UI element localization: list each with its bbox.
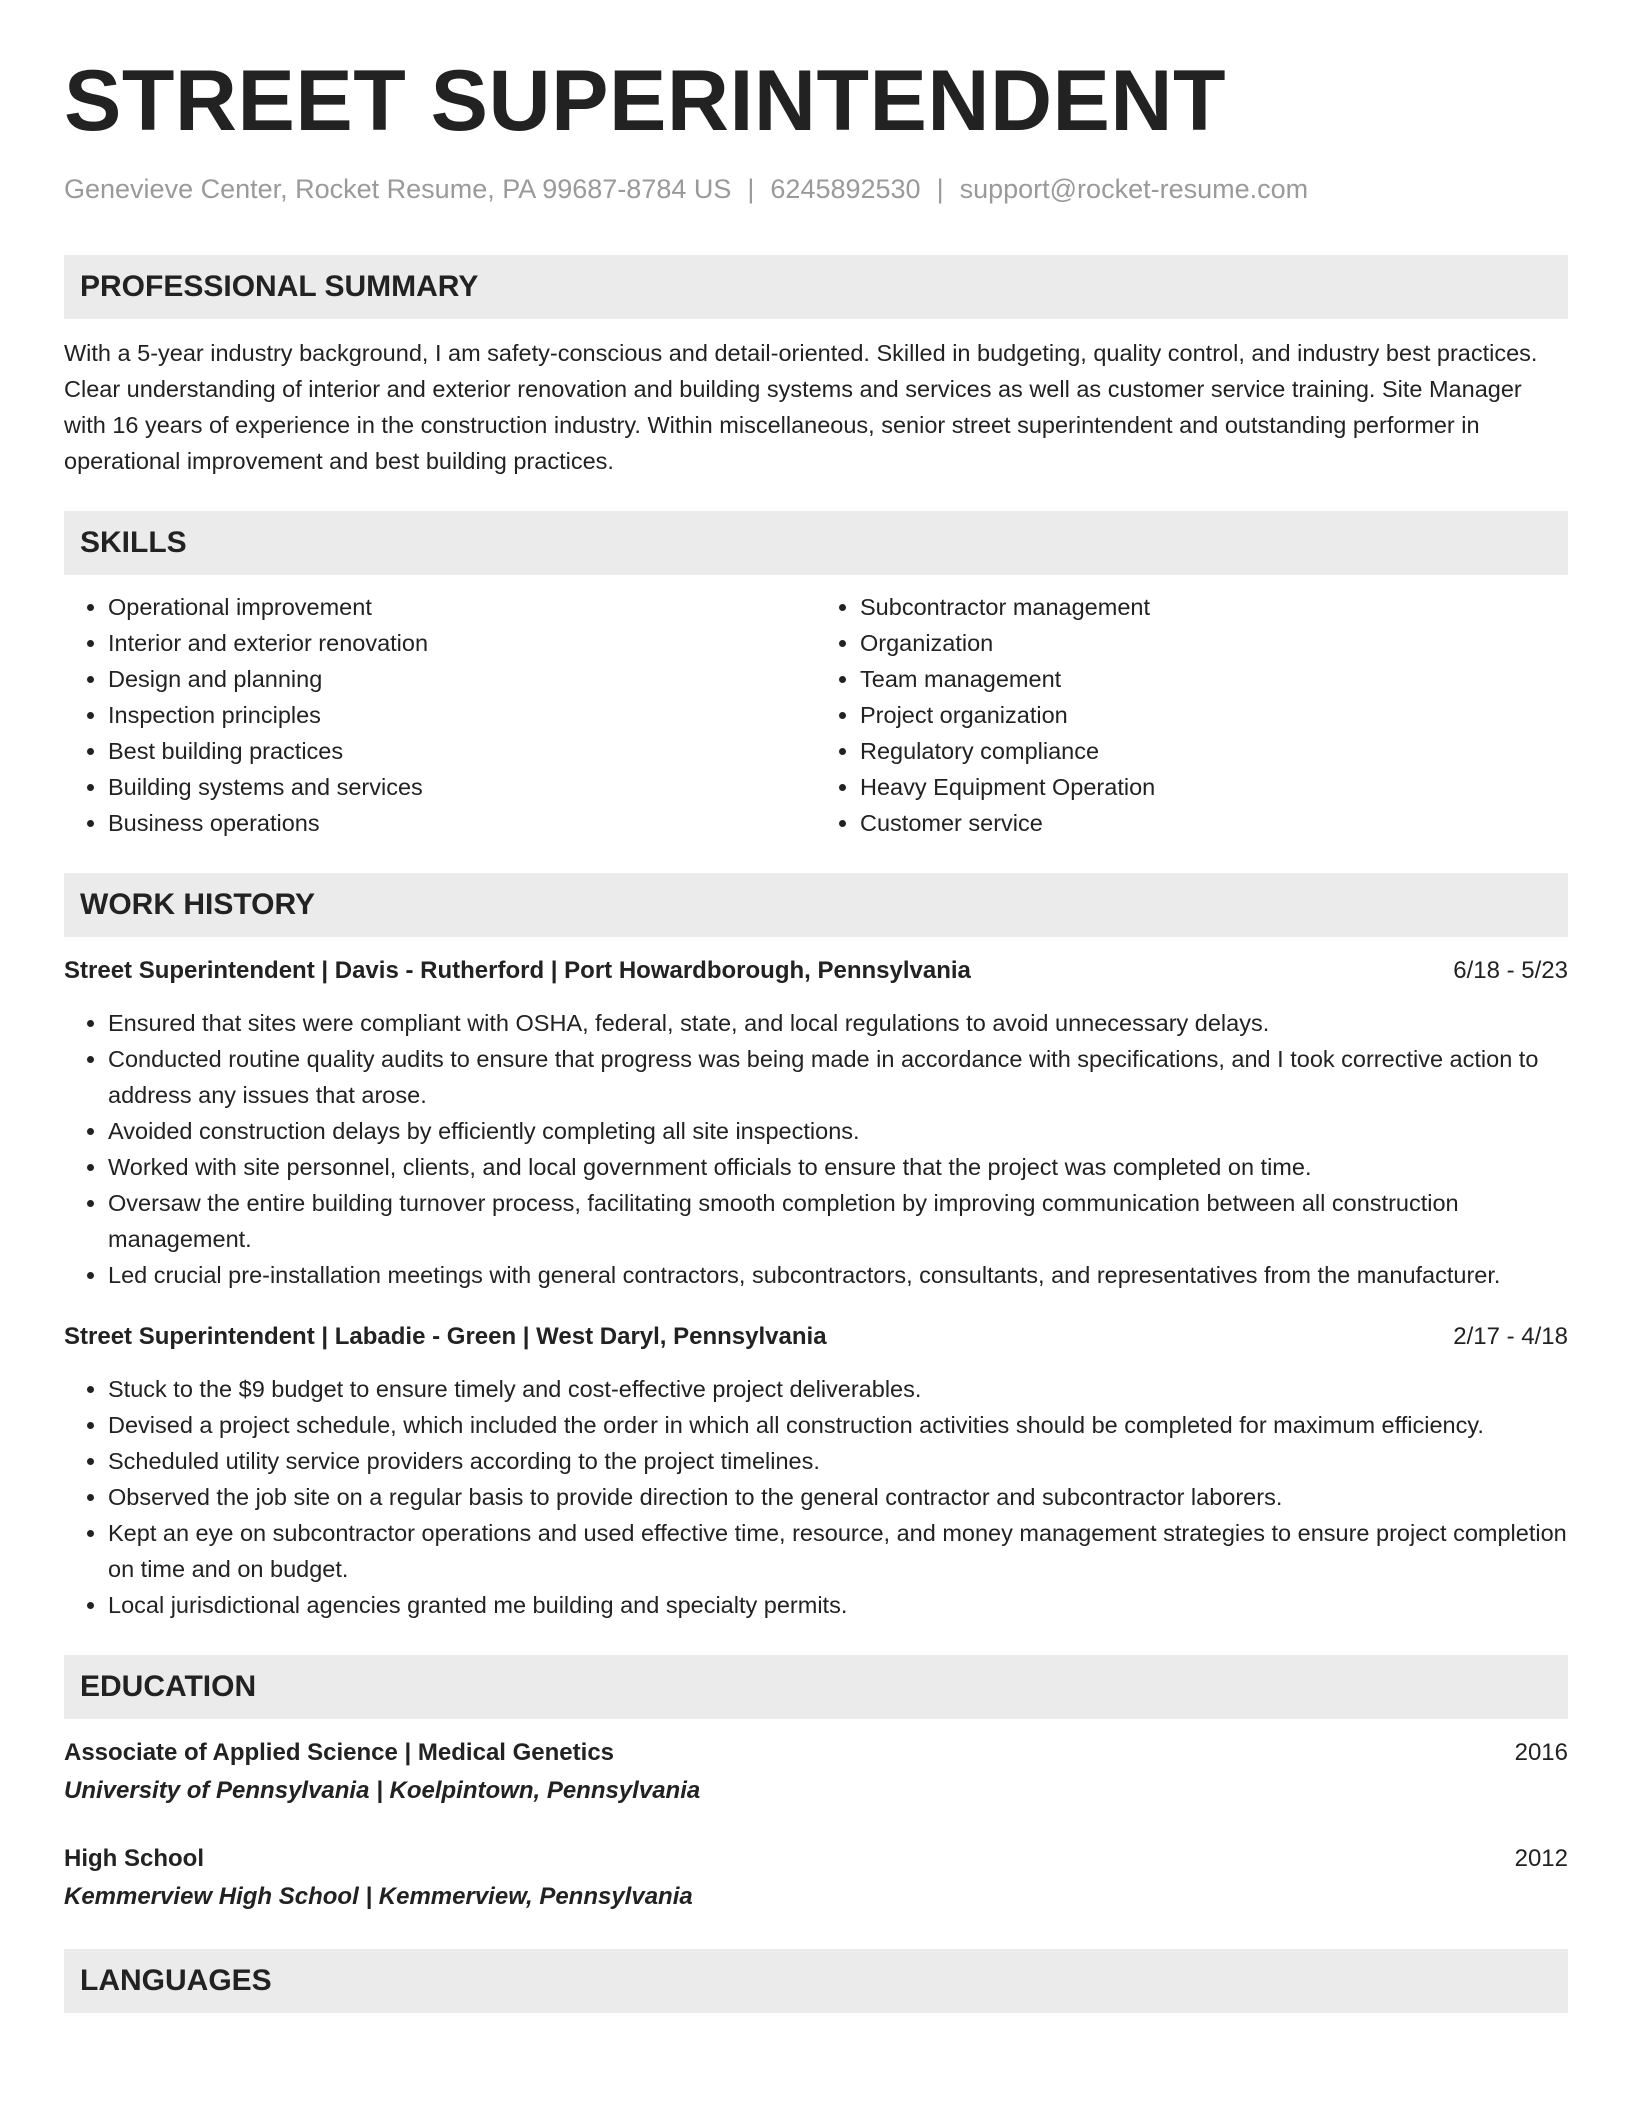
- skills-column-right: [816, 589, 1568, 841]
- work-history-heading: WORK HISTORY: [64, 873, 1568, 937]
- contact-address: Genevieve Center, Rocket Resume, PA 99687-8784 US: [64, 174, 732, 204]
- job-bullet: • Led crucial pre-installation meetings with general contractors, subcontractors, consultants, and representatives from the manufacturer.: [108, 1257, 1568, 1293]
- contact-phone: 6245892530: [770, 174, 921, 204]
- contact-email: support@rocket-resume.com: [959, 174, 1309, 204]
- education-year: 2012: [1514, 1845, 1568, 1872]
- education-year: 2016: [1514, 1739, 1568, 1766]
- job-bullet: • Observed the job site on a regular basis to provide direction to the general contractor and subcontractor laborers.: [108, 1479, 1568, 1515]
- job-bullet: • Local jurisdictional agencies granted me building and specialty permits.: [108, 1587, 1568, 1623]
- job-bullet: • Oversaw the entire building turnover process, facilitating smooth completion by improving communication between all construction management.: [108, 1185, 1568, 1257]
- job-bullet: • Stuck to the $9 budget to ensure timely and cost-effective project deliverables.: [108, 1371, 1568, 1407]
- job-header: [64, 953, 1568, 989]
- skills-section: [64, 511, 1568, 841]
- job-bullets: [64, 1371, 1568, 1623]
- contact-line: [64, 174, 1568, 205]
- summary-heading: PROFESSIONAL SUMMARY: [64, 255, 1568, 319]
- skills-list-right: [816, 589, 1568, 841]
- skill-item: • Heavy Equipment Operation: [860, 769, 1568, 805]
- languages-section: [64, 1949, 1568, 2013]
- job-title: Street Superintendent | Labadie - Green | West Daryl, Pennsylvania: [64, 1323, 827, 1350]
- skill-item: • Organization: [860, 625, 1568, 661]
- skill-item: • Subcontractor management: [860, 589, 1568, 625]
- job-bullet: • Devised a project schedule, which included the order in which all construction activities should be completed for maximum efficiency.: [108, 1407, 1568, 1443]
- skills-list-left: [64, 589, 816, 841]
- education-heading: EDUCATION: [64, 1655, 1568, 1719]
- job-bullet: • Worked with site personnel, clients, and local government officials to ensure that the project was completed on time.: [108, 1149, 1568, 1185]
- job-entry: [64, 953, 1568, 1293]
- job-dates: 2/17 - 4/18: [1453, 1323, 1568, 1350]
- job-bullet: • Ensured that sites were compliant with OSHA, federal, state, and local regulations to avoid unnecessary delays.: [108, 1005, 1568, 1041]
- summary-text: With a 5-year industry background, I am safety-conscious and detail-oriented. Skilled in budgeting, quality control, and industry best practices. Clear understanding of interior and exterior renovation and building systems and services as well as customer service training. Site Manager with 16 years of experience in the construction industry. Within miscellaneous, senior street superintendent and outstanding performer in operational improvement and best building practices.: [64, 340, 1538, 474]
- skill-item: • Customer service: [860, 805, 1568, 841]
- resume-name: STREET SUPERINTENDENT: [64, 53, 1227, 149]
- work-history-section: [64, 873, 1568, 1623]
- education-header: [64, 1841, 1568, 1877]
- skill-item: • Best building practices: [108, 733, 816, 769]
- skills-grid: [64, 589, 1568, 841]
- contact-separator: |: [747, 174, 755, 204]
- job-bullet: • Scheduled utility service providers according to the project timelines.: [108, 1443, 1568, 1479]
- education-entry: [64, 1735, 1568, 1811]
- skill-item: • Inspection principles: [108, 697, 816, 733]
- skills-column-left: [64, 589, 816, 841]
- job-bullets: [64, 1005, 1568, 1293]
- summary-section: [64, 255, 1568, 479]
- skill-item: • Regulatory compliance: [860, 733, 1568, 769]
- skill-item: • Design and planning: [108, 661, 816, 697]
- skills-heading: SKILLS: [64, 511, 1568, 575]
- education-school: Kemmerview High School | Kemmerview, Pennsylvania: [64, 1883, 693, 1910]
- job-bullet: • Conducted routine quality audits to ensure that progress was being made in accordance with specifications, and I took corrective action to address any issues that arose.: [108, 1041, 1568, 1113]
- skill-item: • Interior and exterior renovation: [108, 625, 816, 661]
- job-header: [64, 1319, 1568, 1355]
- job-dates: 6/18 - 5/23: [1453, 957, 1568, 984]
- skill-item: • Business operations: [108, 805, 816, 841]
- skill-item: • Project organization: [860, 697, 1568, 733]
- education-header: [64, 1735, 1568, 1771]
- languages-heading: LANGUAGES: [64, 1949, 1568, 2013]
- skill-item: • Operational improvement: [108, 589, 816, 625]
- education-section: [64, 1655, 1568, 1917]
- education-degree: Associate of Applied Science | Medical Genetics: [64, 1739, 615, 1766]
- education-school: University of Pennsylvania | Koelpintown, Pennsylvania: [64, 1777, 701, 1804]
- job-title: Street Superintendent | Davis - Rutherford | Port Howardborough, Pennsylvania: [64, 957, 971, 984]
- job-bullet: • Avoided construction delays by efficiently completing all site inspections.: [108, 1113, 1568, 1149]
- job-bullet: • Kept an eye on subcontractor operations and used effective time, resource, and money management strategies to ensure project completion on time and on budget.: [108, 1515, 1568, 1587]
- contact-separator: |: [936, 174, 944, 204]
- education-degree: High School: [64, 1845, 204, 1872]
- skill-item: • Building systems and services: [108, 769, 816, 805]
- education-entry: [64, 1841, 1568, 1917]
- job-entry: [64, 1319, 1568, 1623]
- skill-item: • Team management: [860, 661, 1568, 697]
